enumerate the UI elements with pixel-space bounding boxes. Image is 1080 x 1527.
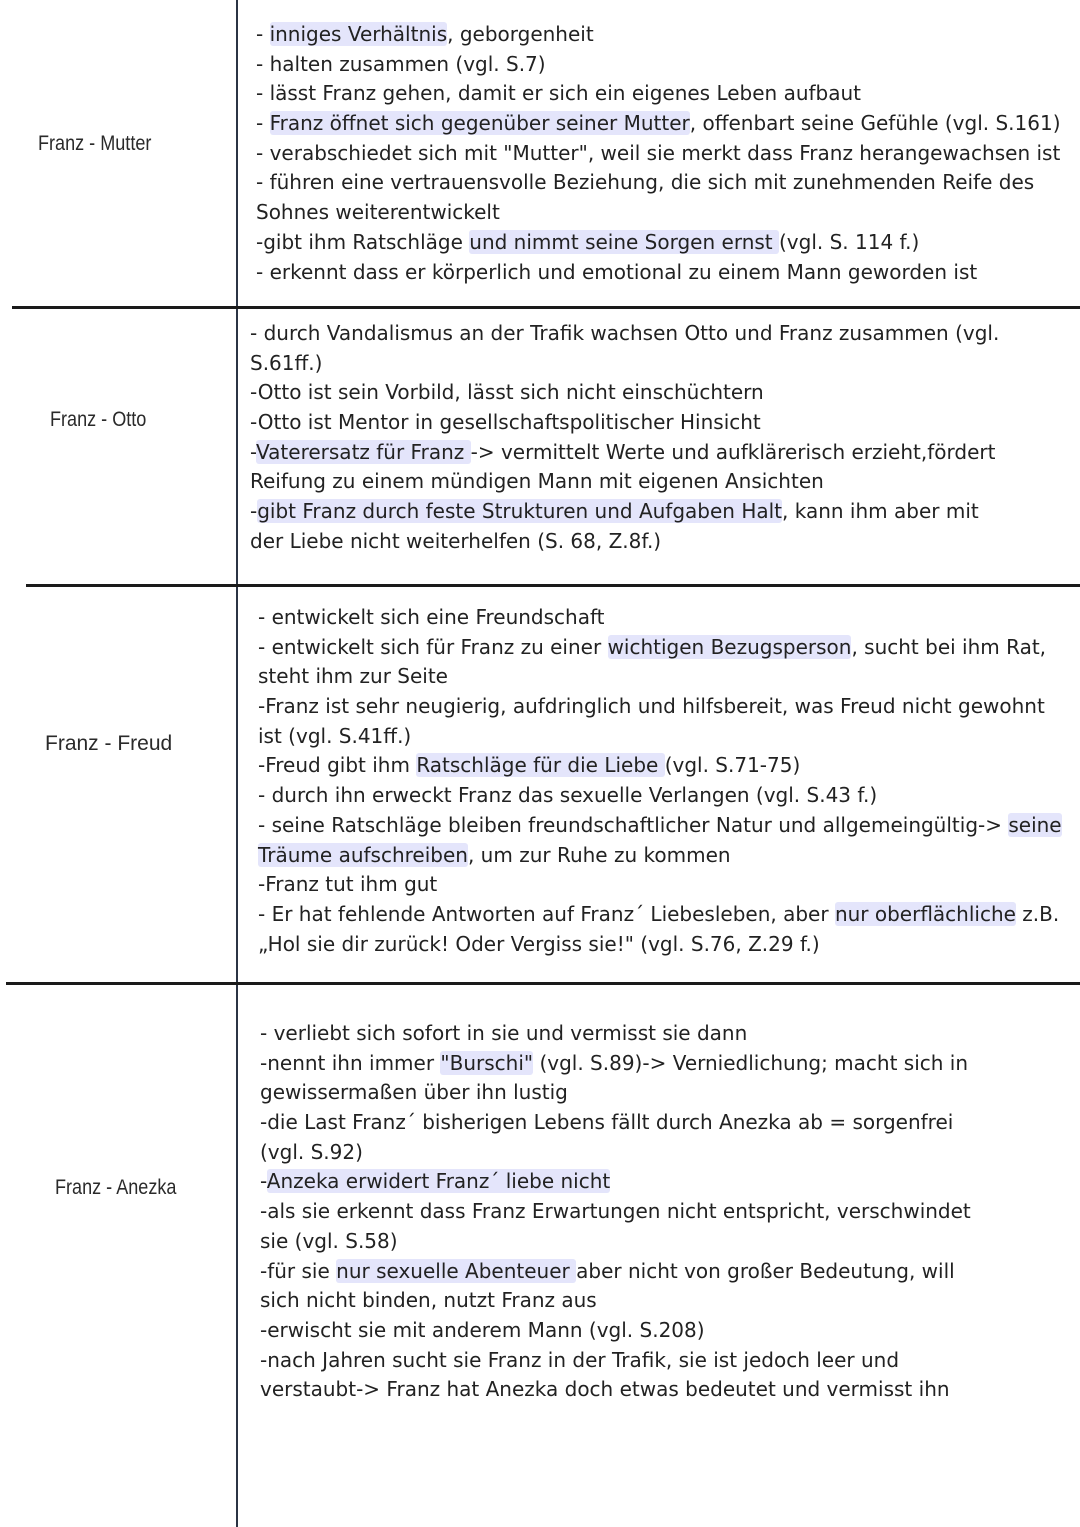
note-line xyxy=(256,228,1061,258)
highlighted-text: Anzeka erwidert Franz´ liebe nicht xyxy=(266,1169,611,1194)
note-line xyxy=(250,527,999,557)
note-text: (vgl. S.71-75) xyxy=(664,753,801,778)
note-line xyxy=(250,467,999,497)
note-text: , um zur Ruhe zu kommen xyxy=(467,842,731,867)
note-text: -> vermittelt Werte und aufklärerisch erzieht,fördert xyxy=(470,439,996,464)
note-line xyxy=(260,1138,971,1168)
note-text: -erwischt sie mit anderem Mann (vgl. S.208) xyxy=(260,1317,705,1342)
note-text: -Otto ist sein Vorbild, lässt sich nicht einschüchtern xyxy=(250,380,764,405)
note-line xyxy=(256,198,1061,228)
cell-freud xyxy=(258,603,1062,959)
note-text: - xyxy=(250,439,257,464)
note-text: -nennt ihn immer xyxy=(260,1050,441,1075)
note-line xyxy=(258,722,1062,752)
note-text: -Otto ist Mentor in gesellschaftspolitischer Hinsicht xyxy=(250,410,761,435)
note-line xyxy=(250,408,999,438)
note-text: -die Last Franz´ bisherigen Lebens fällt durch Anezka ab = sorgenfrei xyxy=(260,1110,954,1135)
note-line xyxy=(258,603,1062,633)
highlighted-text: nur oberflächliche xyxy=(834,901,1016,926)
note-text: - verabschiedet sich mit "Mutter", weil sie merkt dass Franz herangewachsen ist xyxy=(256,140,1061,165)
note-line xyxy=(260,1286,971,1316)
cell-otto xyxy=(250,319,999,557)
note-line xyxy=(258,841,1062,871)
note-text: - entwickelt sich für Franz zu einer xyxy=(258,634,608,659)
note-line xyxy=(256,79,1061,109)
note-line xyxy=(260,1197,971,1227)
note-text: -nach Jahren sucht sie Franz in der Trafik, sie ist jedoch leer und xyxy=(260,1347,900,1372)
note-text: - xyxy=(260,1169,267,1194)
note-line xyxy=(250,349,999,379)
highlighted-text: seine xyxy=(1008,812,1062,837)
row-divider xyxy=(12,306,1080,309)
note-text: (vgl. S.89)-> Verniedlichung; macht sich in xyxy=(533,1050,969,1075)
note-text: -für sie xyxy=(260,1258,337,1283)
note-line xyxy=(258,662,1062,692)
note-line xyxy=(258,900,1062,930)
note-text: - entwickelt sich eine Freundschaft xyxy=(258,605,605,629)
highlighted-text: wichtigen Bezugsperson xyxy=(607,634,852,659)
note-line xyxy=(250,378,999,408)
cell-mutter xyxy=(256,20,1061,287)
note-text: -Franz ist sehr neugierig, aufdringlich und hilfsbereit, was Freud nicht gewohnt xyxy=(258,694,1045,719)
note-text: aber nicht von großer Bedeutung, will xyxy=(576,1258,955,1283)
note-text: , kann ihm aber mit xyxy=(782,499,979,524)
note-text: - xyxy=(256,22,270,46)
note-text: - erkennt dass er körperlich und emotional zu einem Mann geworden ist xyxy=(256,259,978,284)
note-line xyxy=(260,1167,971,1197)
note-text: -gibt ihm Ratschläge xyxy=(256,229,470,254)
note-line xyxy=(260,1375,971,1405)
note-text: -Franz tut ihm gut xyxy=(258,872,438,897)
note-line xyxy=(260,1257,971,1287)
note-text: „Hol sie dir zurück! Oder Vergiss sie!" (vgl. S.76, Z.29 f.) xyxy=(258,931,820,956)
note-line xyxy=(260,1346,971,1376)
note-text: sich nicht binden, nutzt Franz aus xyxy=(260,1288,597,1313)
highlighted-text: nur sexuelle Abenteuer xyxy=(336,1258,577,1283)
note-line xyxy=(256,258,1061,288)
highlighted-text: Franz öffnet sich gegenüber seiner Mutter xyxy=(269,111,690,136)
row-label-otto: Franz - Otto xyxy=(50,408,147,431)
note-text: , geborgenheit xyxy=(447,22,594,46)
row-divider xyxy=(6,982,1080,985)
highlighted-text: "Burschi" xyxy=(440,1050,534,1075)
note-text: , sucht bei ihm Rat, xyxy=(851,634,1047,659)
note-line xyxy=(256,139,1061,169)
note-text: Reifung zu einem mündigen Mann mit eigenen Ansichten xyxy=(250,469,824,494)
note-text: -Freud gibt ihm xyxy=(258,753,417,778)
note-text: - führen eine vertrauensvolle Beziehung, die sich mit zunehmenden Reife des xyxy=(256,170,1035,195)
row-label-mutter: Franz - Mutter xyxy=(38,132,152,155)
column-divider xyxy=(236,0,238,1527)
note-line xyxy=(256,168,1061,198)
note-text: Sohnes weiterentwickelt xyxy=(256,200,500,225)
highlighted-text: Träume aufschreiben xyxy=(258,842,468,867)
cell-anezka xyxy=(260,1019,971,1405)
note-line xyxy=(258,930,1062,960)
note-line xyxy=(258,633,1062,663)
note-text: (vgl. S. 114 f.) xyxy=(779,229,920,254)
note-line xyxy=(260,1316,971,1346)
note-text: - durch Vandalismus an der Trafik wachsen Otto und Franz zusammen (vgl. xyxy=(250,321,1000,345)
note-line xyxy=(260,1019,971,1049)
highlighted-text: gibt Franz durch feste Strukturen und Aufgaben Halt xyxy=(257,499,783,524)
note-line xyxy=(260,1227,971,1257)
note-line xyxy=(250,319,999,349)
note-line xyxy=(250,438,999,468)
note-line xyxy=(250,497,999,527)
note-line xyxy=(260,1078,971,1108)
note-text: gewissermaßen über ihn lustig xyxy=(260,1080,568,1105)
row-divider xyxy=(26,584,1080,587)
highlighted-text: Ratschläge für die Liebe xyxy=(416,753,665,778)
note-line xyxy=(258,692,1062,722)
note-text: - halten zusammen (vgl. S.7) xyxy=(256,51,546,76)
note-text: - xyxy=(256,111,270,136)
note-text: - lässt Franz gehen, damit er sich ein eigenes Leben aufbaut xyxy=(256,81,862,106)
row-label-anezka: Franz - Anezka xyxy=(55,1176,177,1199)
row-label-freud: Franz - Freud xyxy=(45,732,173,755)
note-line xyxy=(256,50,1061,80)
note-text: - verliebt sich sofort in sie und vermisst sie dann xyxy=(260,1021,748,1045)
note-line xyxy=(256,20,1061,50)
note-text: -als sie erkennt dass Franz Erwartungen nicht entspricht, verschwindet xyxy=(260,1199,971,1224)
note-line xyxy=(258,811,1062,841)
note-line xyxy=(258,751,1062,781)
note-text: sie (vgl. S.58) xyxy=(260,1228,398,1253)
note-text: (vgl. S.92) xyxy=(260,1139,363,1164)
note-text: steht ihm zur Seite xyxy=(258,664,448,689)
note-line xyxy=(258,781,1062,811)
note-line xyxy=(256,109,1061,139)
highlighted-text: Vaterersatz für Franz xyxy=(256,439,471,464)
note-text: , offenbart seine Gefühle (vgl. S.161) xyxy=(689,111,1061,136)
note-line xyxy=(260,1108,971,1138)
note-text: z.B. xyxy=(1015,901,1060,926)
note-text: - Er hat fehlende Antworten auf Franz´ Liebesleben, aber xyxy=(258,901,835,926)
note-text: verstaubt-> Franz hat Anezka doch etwas bedeutet und vermisst ihn xyxy=(260,1377,950,1402)
note-text: - durch ihn erweckt Franz das sexuelle Verlangen (vgl. S.43 f.) xyxy=(258,783,878,808)
note-text: - xyxy=(250,499,258,524)
note-line xyxy=(260,1049,971,1079)
note-text: S.61ff.) xyxy=(250,350,323,375)
highlighted-text: inniges Verhältnis xyxy=(269,22,448,46)
note-text: ist (vgl. S.41ff.) xyxy=(258,723,412,748)
note-text: der Liebe nicht weiterhelfen (S. 68, Z.8f.) xyxy=(250,528,662,553)
note-text: - seine Ratschläge bleiben freundschaftlicher Natur und allgemeingültig-> xyxy=(258,812,1009,837)
highlighted-text: und nimmt seine Sorgen ernst xyxy=(469,229,779,254)
note-line xyxy=(258,870,1062,900)
